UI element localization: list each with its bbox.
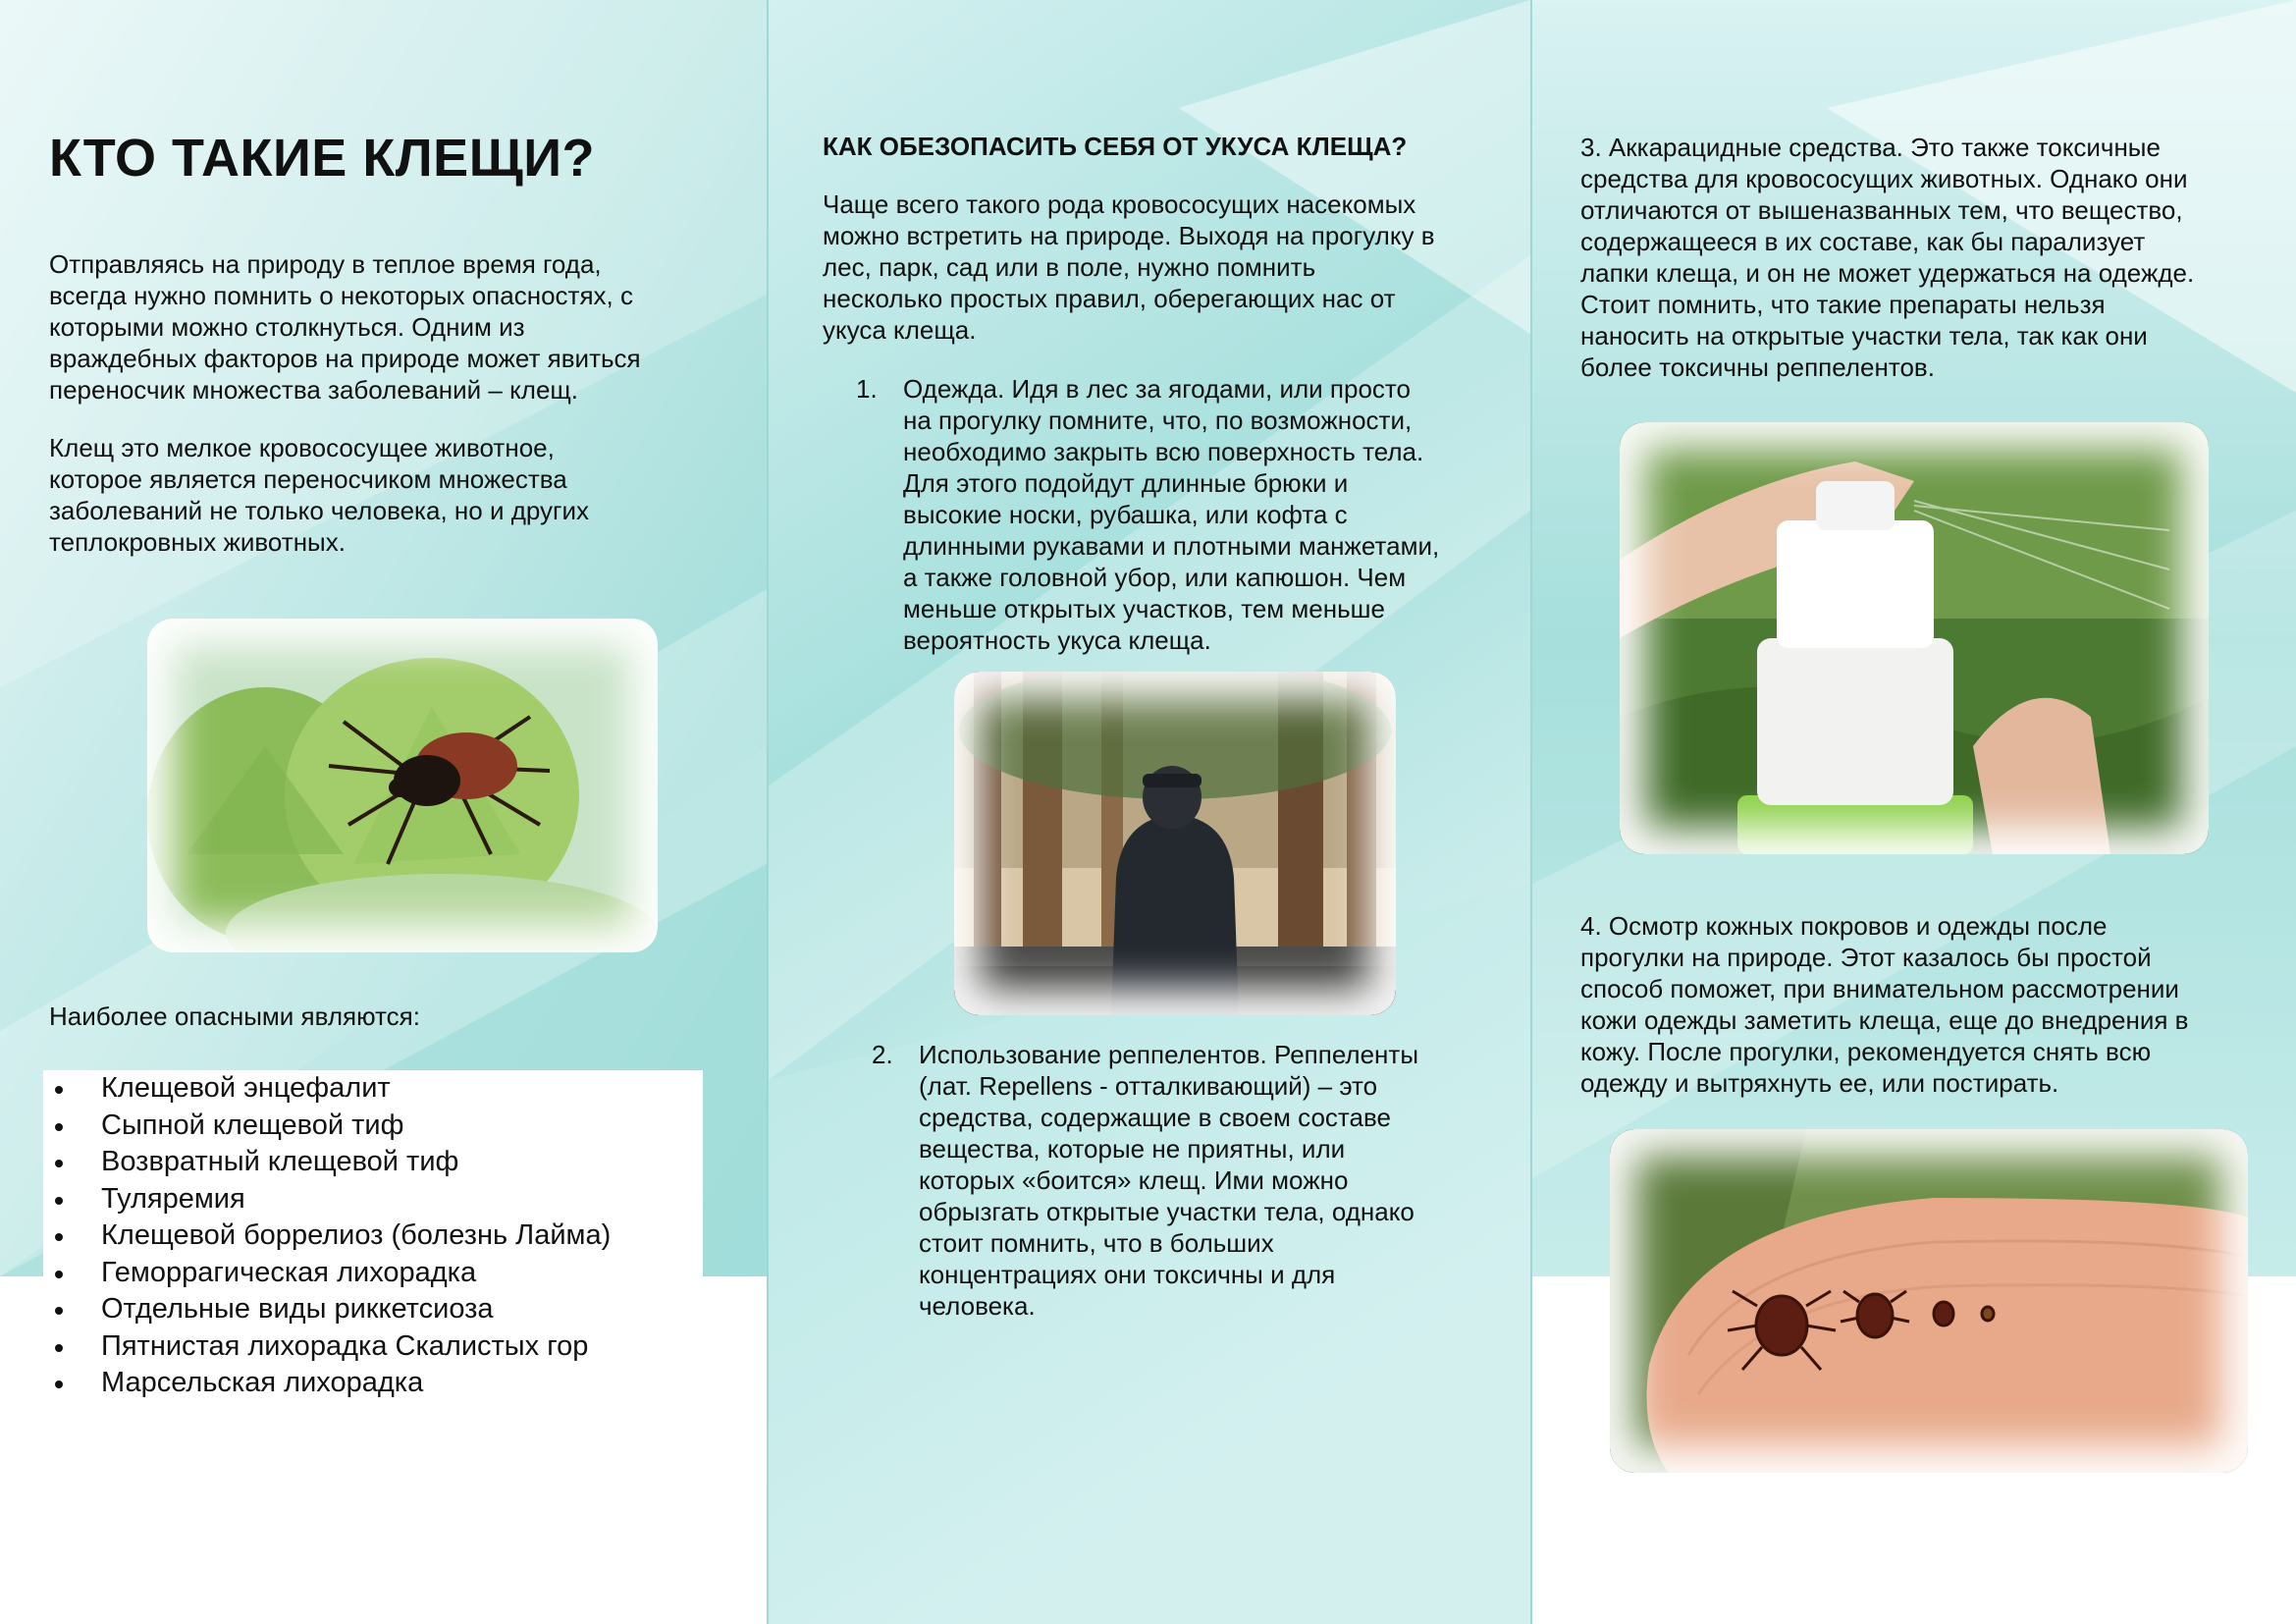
rule-inspection [1580,910,2188,1099]
rule-line: на прогулку помните, что, по возможности, [903,406,1413,435]
definition-line: теплокровных животных. [49,527,346,557]
disease-item: Пятнистая лихорадка Скалистых гор [49,1328,611,1366]
disease-item: Отдельные виды риккетсиоза [49,1291,611,1328]
rule-clothing [856,373,1504,668]
rule-line: стоит помнить, что в больших [919,1228,1274,1258]
protection-intro-line: можно встретить на природе. Выходя на прогулку в [823,221,1435,250]
intro-line: переносчик множества заболеваний – клещ. [49,375,579,405]
protection-intro-line: Чаще всего такого рода кровососущих насекомых [823,189,1416,219]
intro-line: Отправляясь на природу в теплое время года, [49,249,602,279]
protection-intro-line: несколько простых правил, оберегающих нас от [823,284,1396,313]
rule-line: более токсичны реппелентов. [1580,352,1935,382]
rule-line: человека. [919,1291,1036,1321]
rule-line: вещества, которые не приятны, или [919,1134,1346,1164]
disease-item: Геморрагическая лихорадка [49,1255,611,1292]
rule-acaricides [1580,132,2194,383]
rule-line: кожи одежды заметить клеща, еще до внедрения в [1580,1005,2189,1035]
rule-line: Использование реппелентов. Реппеленты [919,1040,1419,1069]
disease-list [49,1070,611,1402]
intro-paragraph [49,248,641,406]
rule-line: которых «боится» клещ. Ими можно [919,1165,1349,1195]
rule-line: одежду и вытряхнуть ее, или постирать. [1580,1068,2059,1098]
rule-line: вероятность укуса клеща. [903,625,1211,655]
rule-line: отличаются от вышеназванных тем, что вещество, [1580,195,2183,225]
rule-number: 2. [872,1040,893,1069]
disease-item: Возвратный клещевой тиф [49,1144,611,1181]
disease-item: Марсельская лихорадка [49,1365,611,1402]
rule-line: способ поможет, при внимательном рассмотрении [1580,974,2179,1003]
definition-line: которое является переносчиком множества [49,464,567,494]
rule-line: Для этого подойдут длинные брюки и [903,468,1349,498]
disease-item: Туляремия [49,1181,611,1218]
rule-line: высокие носки, рубашка, или кофта с [903,500,1348,529]
tick-on-leaf-image [147,619,658,952]
disease-item: Клещевой боррелиоз (болезнь Лайма) [49,1218,611,1255]
protection-intro [823,189,1435,346]
ticks-on-finger-photo [1610,1129,2248,1473]
spray-bottle-photo [1620,422,2209,854]
disease-item: Клещевой энцефалит [49,1070,611,1108]
protection-intro-line: лес, парк, сад или в поле, нужно помнить [823,252,1316,282]
page-title: КТО ТАКИЕ КЛЕЩИ? [49,129,596,188]
rule-line: средства, содержащие в своем составе [919,1103,1391,1132]
tick-on-leaf-photo [147,619,658,952]
intro-line: враждебных факторов на природе может явиться [49,344,641,373]
rule-line: 3. Аккарацидные средства. Это также токсичные [1580,133,2161,162]
rule-line: Одежда. Идя в лес за ягодами, или просто [903,374,1411,404]
protection-heading: КАК ОБЕЗОПАСИТЬ СЕБЯ ОТ УКУСА КЛЕЩА? [823,132,1408,161]
definition-line: заболеваний не только человека, но и других [49,496,590,525]
rule-line: необходимо закрыть всю поверхность тела. [903,437,1424,466]
protection-intro-line: укуса клеща. [823,315,977,345]
spray-bottle-image [1620,422,2209,854]
rule-line: (лат. Repellens - отталкивающий) – это [919,1071,1378,1101]
definition-paragraph [49,432,589,558]
rule-line: 4. Осмотр кожных покровов и одежды после [1580,911,2108,941]
rule-line: кожу. После прогулки, рекомендуется снять всю [1580,1037,2152,1066]
intro-line: которыми можно столкнуться. Одним из [49,312,525,342]
dangerous-heading: Наиболее опасными являются: [49,1001,420,1031]
ticks-on-finger-image [1610,1129,2248,1473]
rule-line: лапки клеща, и он не может удержаться на одежде. [1580,258,2195,288]
definition-line: Клещ это мелкое кровососущее животное, [49,433,555,462]
rule-line: прогулки на природе. Этот казалось бы простой [1580,943,2152,972]
rule-line: а также головной убор, или капюшон. Чем [903,563,1407,592]
rule-repellents [872,1039,1500,1333]
rule-line: средства для кровососущих животных. Однако они [1580,164,2188,193]
rule-number: 1. [856,374,878,404]
rule-line: Стоит помнить, что такие препараты нельзя [1580,290,2106,319]
man-in-forest-photo [954,672,1396,1015]
rule-line: обрызгать открытые участки тела, однако [919,1197,1415,1226]
disease-item: Сыпной клещевой тиф [49,1108,611,1145]
rule-line: наносить на открытые участки тела, так как они [1580,321,2148,351]
intro-line: всегда нужно помнить о некоторых опасностях, с [49,281,633,310]
rule-line: содержащееся в их составе, как бы парализует [1580,227,2146,256]
rule-line: концентрациях они токсичны и для [919,1260,1336,1289]
man-in-forest-image [954,672,1396,1015]
rule-line: длинными рукавами и плотными манжетами, [903,531,1440,561]
rule-line: меньше открытых участков, тем меньше [903,594,1385,623]
